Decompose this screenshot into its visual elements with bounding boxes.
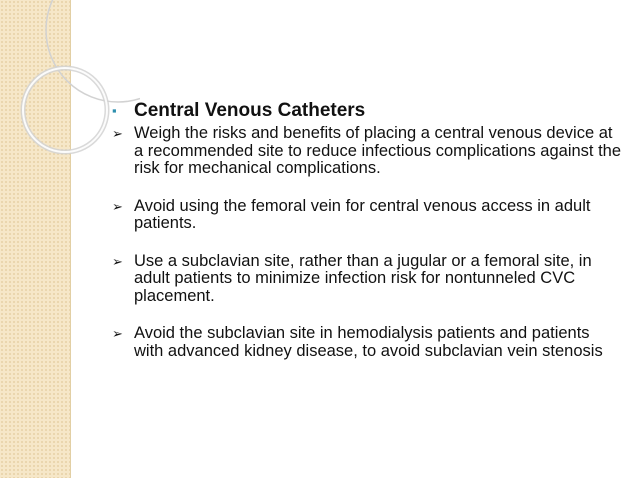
list-item [112, 253, 622, 306]
list-item [112, 198, 622, 233]
decorative-ring-small-inner [23, 68, 107, 152]
square-bullet-icon: ▪ [112, 103, 117, 118]
arrow-bullet-icon: ➢ [112, 126, 123, 141]
list-item-text: Weigh the risks and benefits of placing a central venous device at a recommended site to reduce infectious complications against the risk for mechanical complications. [134, 124, 622, 177]
arrow-bullet-icon: ➢ [112, 253, 123, 269]
slide-heading: Central Venous Catheters [134, 100, 366, 121]
list-item-text: Avoid the subclavian site in hemodialysis patients and patients with advanced kidney disease, to avoid subclavian vein stenosis [134, 324, 603, 360]
list-item-text: Avoid using the femoral vein for central venous access in adult patients. [134, 196, 591, 232]
heading-row [112, 100, 622, 122]
decorative-ring-large [46, 0, 140, 102]
slide-content [112, 100, 622, 380]
list-item [112, 325, 622, 360]
list-item-text: Use a subclavian site, rather than a jugular or a femoral site, in adult patients to minimize infection risk for nontunneled CVC placement. [134, 251, 592, 305]
list-item [112, 125, 622, 178]
arrow-bullet-icon: ➢ [112, 198, 123, 214]
arrow-bullet-icon: ➢ [112, 326, 123, 341]
